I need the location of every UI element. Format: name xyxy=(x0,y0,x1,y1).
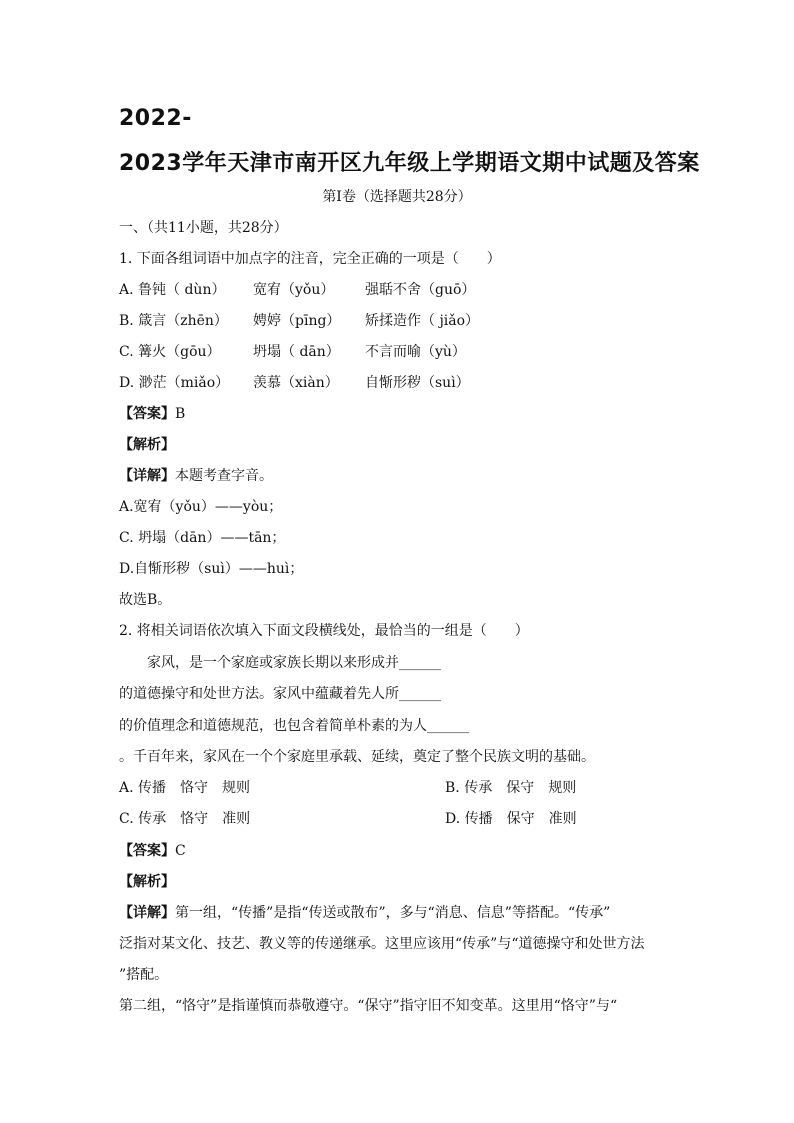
part-one-heading: 一、（共11小题，共28分） xyxy=(119,220,288,236)
q1-option-b-word-2: 娉婷（pīng） xyxy=(253,313,341,329)
q2-option-d: D. 传播 保守 准则 xyxy=(445,811,577,827)
q2-passage-line-2: 的道德操守和处世方法。家风中蕴藏着先人所______ xyxy=(119,686,441,702)
q1-option-a-word-1: A. 鲁钝（ dùn） xyxy=(119,282,226,298)
q2-detail-line-4: 第二组，“恪守”是指谨慎而恭敬遵守。“保守”指守旧不知变革。这里用“恪守”与“ xyxy=(119,998,618,1014)
q1-option-b-word-1: B. 箴言（zhēn） xyxy=(119,313,228,329)
q2-detail-label: 【详解】 xyxy=(119,905,175,921)
q2-detail-line-3: ”搭配。 xyxy=(119,967,169,983)
q1-answer-label: 【答案】 xyxy=(119,406,175,422)
q1-option-d-word-2: 羡慕（xiàn） xyxy=(253,375,339,391)
q1-option-d-word-1: D. 渺茫（miǎo） xyxy=(119,375,230,391)
q1-answer xyxy=(119,404,185,424)
q2-passage-line-3: 的价值理念和道德规范，也包含着简单朴素的为人______ xyxy=(119,718,469,734)
q1-detail-label: 【详解】 xyxy=(119,468,175,484)
q1-analysis-label: 【解析】 xyxy=(119,437,175,453)
q2-answer-label: 【答案】 xyxy=(119,843,175,859)
q2-detail-line-2: 泛指对某文化、技艺、教义等的传递继承。这里应该用“传承”与“道德操守和处世方法 xyxy=(119,936,645,952)
q2-option-b: B. 传承 保守 规则 xyxy=(445,780,577,796)
q2-passage-line-1: 家风，是一个家庭或家族长期以来形成并______ xyxy=(147,655,441,671)
q1-correction-d: D.自惭形秽（suì）——huì； xyxy=(119,561,304,577)
q1-option-d-word-3: 自惭形秽（suì） xyxy=(365,375,470,391)
q1-detail xyxy=(119,466,273,486)
document-title-line-2: 2023学年天津市南开区九年级上学期语文期中试题及答案 xyxy=(119,151,700,176)
q2-option-a: A. 传播 恪守 规则 xyxy=(119,780,251,796)
q2-detail-text-1: 第一组，“传播”是指“传送或散布”，多与“消息、信息”等搭配。“传承” xyxy=(175,905,611,921)
q2-option-c: C. 传承 恪守 准则 xyxy=(119,811,251,827)
q2-answer-value: C xyxy=(175,843,186,859)
q1-conclusion: 故选B。 xyxy=(119,592,172,608)
q1-option-c-word-2: 坍塌（ dān） xyxy=(253,344,340,360)
q1-option-b-word-3: 矫揉造作（ jiǎo） xyxy=(365,313,480,329)
document-title-line-1: 2022- xyxy=(119,106,192,131)
q2-analysis-label: 【解析】 xyxy=(119,874,175,890)
q1-option-c-word-1: C. 篝火（gōu） xyxy=(119,344,221,360)
q1-option-a-word-3: 强聒不舍（guō） xyxy=(365,282,476,298)
q1-correction-a: A.宽宥（yǒu）——yòu； xyxy=(119,499,283,515)
q1-detail-text: 本题考查字音。 xyxy=(175,468,273,484)
q1-answer-value: B xyxy=(175,406,186,422)
q1-correction-c: C. 坍塌（dān）——tān； xyxy=(119,530,286,546)
q1-option-c-word-3: 不言而喻（yù） xyxy=(365,344,466,360)
q2-answer xyxy=(119,841,186,861)
q2-detail-line-1 xyxy=(119,903,610,923)
q2-passage-line-4: 。千百年来，家风在一个个家庭里承载、延续，奠定了整个民族文明的基础。 xyxy=(119,749,595,765)
question-1-stem: 1. 下面各组词语中加点字的注音，完全正确的一项是（ ） xyxy=(119,251,501,267)
section-title: 第Ⅰ卷（选择题共28分） xyxy=(322,189,472,205)
question-2-stem: 2. 将相关词语依次填入下面文段横线处，最恰当的一组是（ ） xyxy=(119,623,529,639)
q1-option-a-word-2: 宽宥（yǒu） xyxy=(253,282,335,298)
